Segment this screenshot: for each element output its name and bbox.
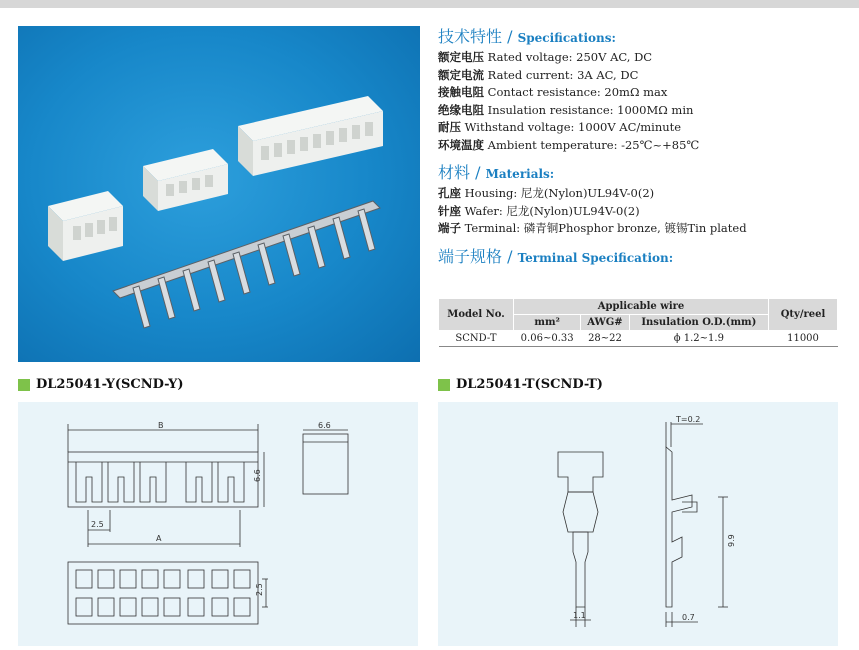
specifications-title-en: Specifications: xyxy=(517,31,616,45)
material-value: Terminal: 磷青铜Phosphor bronze, 镀锡Tin plated xyxy=(464,221,747,235)
cavity-grid xyxy=(76,570,250,616)
header-model: Model No. xyxy=(439,299,514,331)
spec-line xyxy=(438,119,848,137)
header-od: Insulation O.D.(mm) xyxy=(629,315,768,331)
connector-illustration xyxy=(18,26,420,362)
product-photo xyxy=(18,26,420,362)
housing-large xyxy=(238,96,383,176)
material-line xyxy=(438,185,848,203)
specifications-title xyxy=(438,26,848,49)
header-qty: Qty/reel xyxy=(769,299,838,331)
terminal-spec-title xyxy=(438,246,848,269)
terminal-spec-title-cn: 端子规格 / xyxy=(438,246,513,266)
dim-w2-label: 0.7 xyxy=(682,613,695,622)
terminal-drawing xyxy=(438,402,838,646)
dim-t-label: T=0.2 xyxy=(676,415,701,424)
spec-line xyxy=(438,137,848,155)
cell-awg: 28~22 xyxy=(581,331,629,347)
right-drawing-caption xyxy=(438,377,603,392)
spec-label-cn: 接触电阻 xyxy=(438,85,484,99)
material-label-cn: 针座 xyxy=(438,203,461,218)
left-caption-text: DL25041-Y(SCND-Y) xyxy=(36,377,184,392)
dim-row-label: 2.5 xyxy=(255,583,264,596)
material-label-cn: 孔座 xyxy=(438,186,461,200)
dim-b-label: B xyxy=(158,421,164,430)
spec-label-cn: 环境温度 xyxy=(438,137,484,152)
cell-qty: 11000 xyxy=(769,331,838,347)
spec-value: Rated voltage: 250V AC, DC xyxy=(487,50,653,64)
housing-drawing-svg xyxy=(18,402,418,646)
housing-medium xyxy=(143,149,228,211)
materials-title-en: Materials: xyxy=(485,167,555,181)
spec-line xyxy=(438,84,848,102)
spec-line xyxy=(438,102,848,120)
material-value: Housing: 尼龙(Nylon)UL94V-0(2) xyxy=(464,186,655,200)
materials-title xyxy=(438,162,848,185)
terminal-spec-title-en: Terminal Specification: xyxy=(517,250,674,265)
caption-square-icon xyxy=(438,379,450,391)
dim-width-label: 6.6 xyxy=(318,421,331,430)
spec-label-cn: 耐压 xyxy=(438,120,461,134)
spec-value: Ambient temperature: -25℃~+85℃ xyxy=(487,137,700,152)
material-line xyxy=(438,220,848,238)
dim-w1-label: 1.1 xyxy=(573,611,586,620)
cell-model: SCND-T xyxy=(439,331,514,347)
housing-drawing xyxy=(18,402,418,646)
spec-value: Insulation resistance: 1000MΩ min xyxy=(487,102,694,117)
dim-a-label: A xyxy=(156,534,162,543)
spec-line xyxy=(438,49,848,67)
cell-mm2: 0.06~0.33 xyxy=(514,331,581,347)
terminal-drawing-svg xyxy=(438,402,838,646)
terminal-spec-table xyxy=(438,298,838,347)
table-row xyxy=(439,331,838,347)
left-drawing-caption xyxy=(18,377,184,392)
material-value: Wafer: 尼龙(Nylon)UL94V-0(2) xyxy=(464,203,640,218)
spec-value: Rated current: 3A AC, DC xyxy=(487,67,639,82)
housing-small xyxy=(48,191,123,261)
material-label-cn: 端子 xyxy=(438,221,461,235)
spec-line xyxy=(438,67,848,85)
header-mm2: mm² xyxy=(514,315,581,331)
dim-len-label: 9.9 xyxy=(727,534,736,547)
top-bar xyxy=(0,0,859,8)
header-applicable-wire: Applicable wire xyxy=(514,299,769,315)
spec-label-cn: 额定电流 xyxy=(438,67,484,82)
specifications-panel xyxy=(438,26,848,269)
cell-od: ϕ 1.2~1.9 xyxy=(629,331,768,347)
right-caption-text: DL25041-T(SCND-T) xyxy=(456,377,603,392)
spec-value: Withstand voltage: 1000V AC/minute xyxy=(464,120,682,134)
dim-pitch-label: 2.5 xyxy=(91,520,104,529)
dim-height-label: 6.6 xyxy=(253,469,262,482)
caption-square-icon xyxy=(18,379,30,391)
specifications-title-cn: 技术特性 / xyxy=(438,27,513,46)
header-awg: AWG# xyxy=(581,315,629,331)
materials-title-cn: 材料 / xyxy=(438,163,481,182)
spec-value: Contact resistance: 20mΩ max xyxy=(487,85,668,99)
spec-label-cn: 绝缘电阻 xyxy=(438,102,484,117)
terminal-strip xyxy=(113,201,380,328)
material-line xyxy=(438,203,848,221)
spec-label-cn: 额定电压 xyxy=(438,50,484,64)
